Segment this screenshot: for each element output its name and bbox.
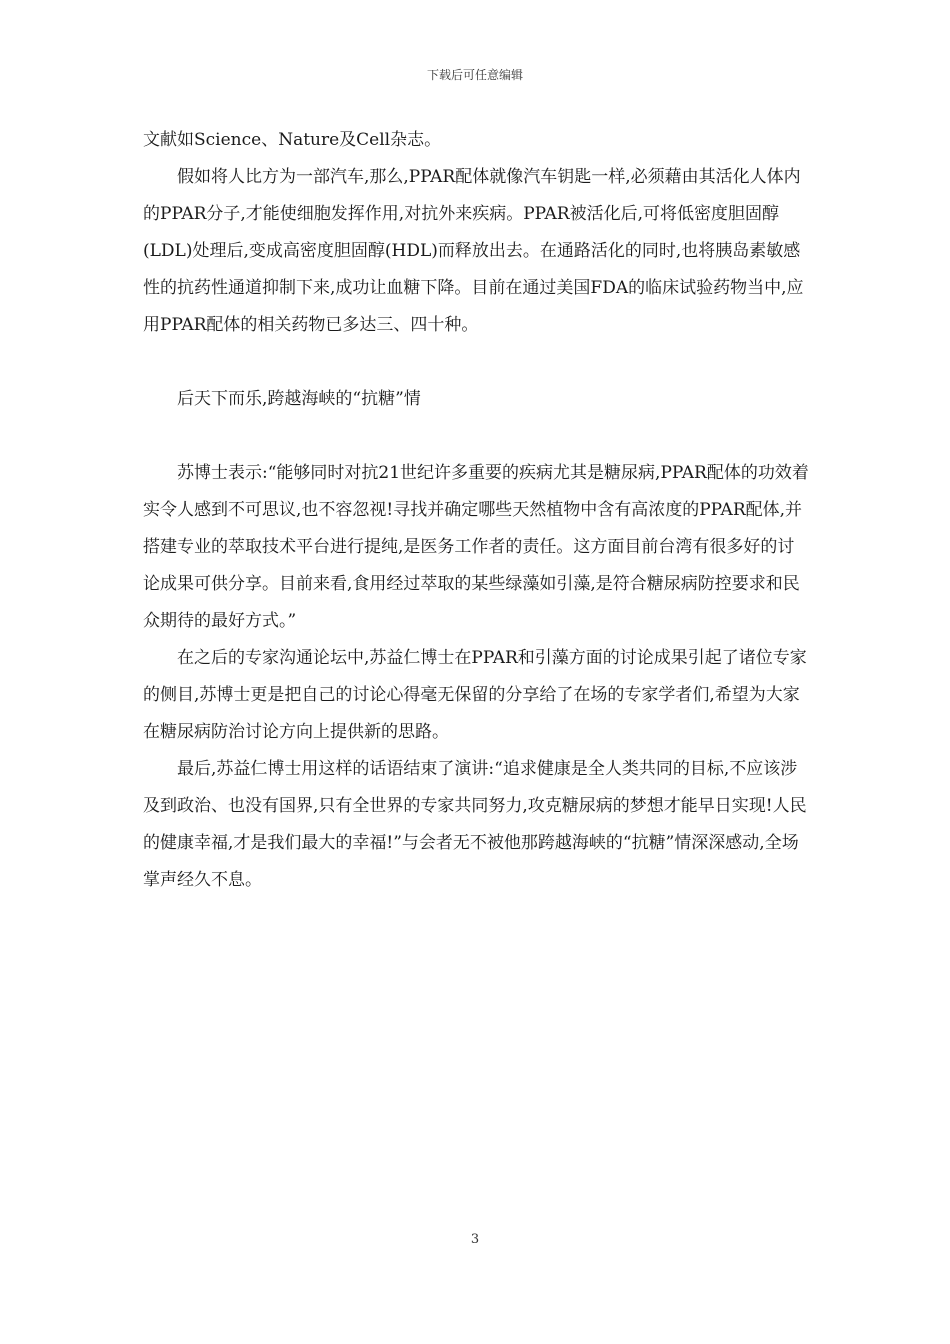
document-body — [143, 122, 809, 899]
paragraph-closing-speech: 最后,苏益仁博士用这样的话语结束了演讲:“追求健康是全人类共同的目标,不应该涉及到政治、也没有国界,只有全世界的专家共同努力,攻克糖尿病的梦想才能早日实现!人民的健康幸福,才是我们最大的幸福!”与会者无不被他那跨越海峡的“抗糖”情深深感动,全场掌声经久不息。 — [143, 759, 807, 890]
paragraph-car-analogy: 假如将人比方为一部汽车,那么,PPAR配体就像汽车钥匙一样,必须藉由其活化人体内的PPAR分子,才能使细胞发挥作用,对抗外来疾病。PPAR被活化后,可将低密度胆固醇(LDL)处理后,变成高密度胆固醇(HDL)而释放出去。在通路活化的同时,也将胰岛素敏感性的抗药性通道抑制下来,成功让血糖下降。目前在通过美国FDA的临床试验药物当中,应用PPAR配体的相关药物已多达三、四十种。 — [143, 167, 804, 335]
paragraph-expert-forum: 在之后的专家沟通论坛中,苏益仁博士在PPAR和引藻方面的讨论成果引起了诸位专家的侧目,苏博士更是把自己的讨论心得毫无保留的分享给了在场的专家学者们,希望为大家在糖尿病防治讨论方向上提供新的思路。 — [143, 648, 807, 742]
page-number: 3 — [470, 1232, 480, 1247]
paragraph-spacer — [143, 344, 809, 381]
page-header-note: 下载后可任意编辑 — [426, 68, 523, 82]
paragraph-spacer — [143, 418, 809, 455]
paragraph-dr-su-quote: 苏博士表示:“能够同时对抗21世纪许多重要的疾病尤其是糖尿病,PPAR配体的功效着实令人感到不可思议,也不容忽视!寻找并确定哪些天然植物中含有高浓度的PPAR配体,并搭建专业的萃取技术平台进行提纯,是医务工作者的责任。这方面目前台湾有很多好的讨论成果可供分享。目前来看,食用经过萃取的某些绿藻如引藻,是符合糖尿病防控要求和民众期待的最好方式。” — [143, 463, 809, 631]
section-heading: 后天下而乐,跨越海峡的“抗糖”情 — [177, 389, 421, 409]
paragraph-continuation: 文献如Science、Nature及Cell杂志。 — [143, 130, 442, 150]
